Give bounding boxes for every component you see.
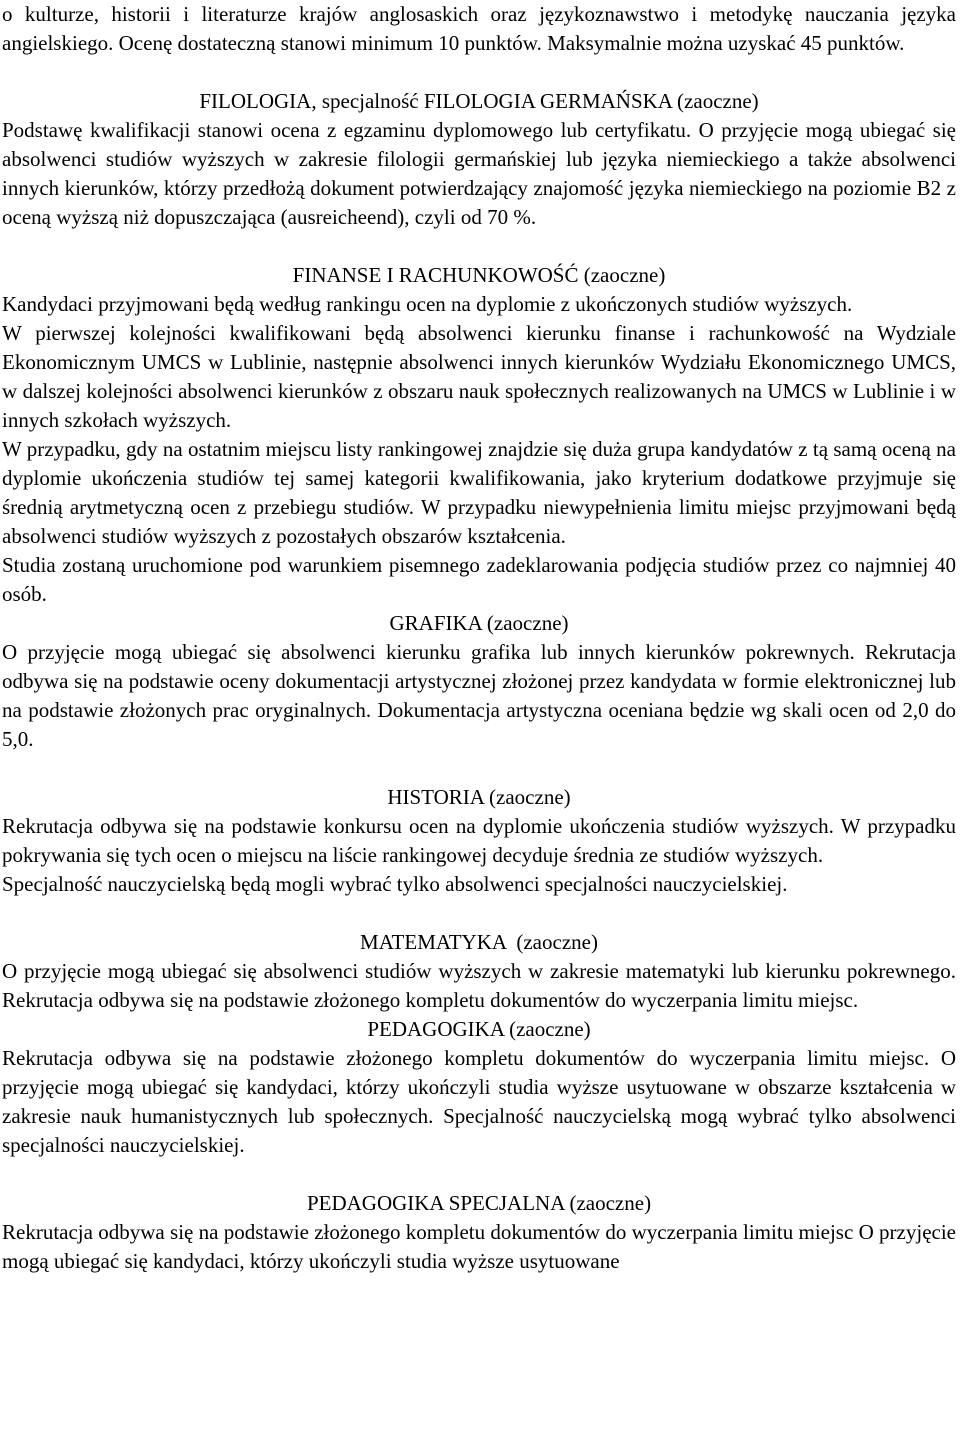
- pedagogika-specjalna-paragraph: Rekrutacja odbywa się na podstawie złożonego kompletu dokumentów do wyczerpania limitu miejsc O przyjęcie mogą ubiegać się kandydaci, którzy ukończyli studia wyższe usytuowane: [2, 1220, 956, 1273]
- section-heading-matematyka: MATEMATYKA (zaoczne): [360, 930, 598, 954]
- section-finanse: [2, 261, 956, 609]
- section-spacer: [2, 899, 956, 928]
- section-filologia: [2, 87, 956, 232]
- section-heading-filologia: FILOLOGIA, specjalność FILOLOGIA GERMAŃSKA (zaoczne): [199, 89, 759, 113]
- section-matematyka: [2, 928, 956, 1015]
- finanse-paragraph-ranking: Kandydaci przyjmowani będą według rankingu ocen na dyplomie z ukończonych studiów wyższych.: [2, 292, 853, 316]
- section-historia: [2, 783, 956, 899]
- section-heading-finanse: FINANSE I RACHUNKOWOŚĆ (zaoczne): [292, 263, 666, 287]
- section-spacer: [2, 232, 956, 261]
- section-heading-pedagogika: PEDAGOGIKA (zaoczne): [367, 1017, 591, 1041]
- historia-paragraph-specjalnosc: Specjalność nauczycielską będą mogli wybrać tylko absolwenci specjalności nauczycielskiej.: [2, 872, 788, 896]
- section-spacer: [2, 1160, 956, 1189]
- section-spacer: [2, 58, 956, 87]
- filologia-paragraph: Podstawę kwalifikacji stanowi ocena z egzaminu dyplomowego lub certyfikatu. O przyjęcie mogą ubiegać się absolwenci studiów wyższych w zakresie filologii germańskiej lub języka niemieckiego a także absolwenci innych kierunków, którzy przedłożą dokument potwierdzający znajomość języka niemieckiego na poziomie B2 z oceną wyższą niż dopuszczająca (ausreicheend), czyli od 70 %.: [2, 118, 956, 229]
- section-grafika: [2, 609, 956, 754]
- finanse-paragraph-kolejnosc: W pierwszej kolejności kwalifikowani będą absolwenci kierunku finanse i rachunkowość na Wydziale Ekonomicznym UMCS w Lublinie, następnie absolwenci innych kierunków Wydziału Ekonomicznego UMCS, w dalszej kolejności absolwenci kierunków z obszaru nauk społecznych realizowanych na UMCS w Lublinie i w innych szkołach wyższych.: [2, 321, 956, 432]
- document-page: [2, 0, 956, 1276]
- matematyka-paragraph: O przyjęcie mogą ubiegać się absolwenci studiów wyższych w zakresie matematyki lub kierunku pokrewnego. Rekrutacja odbywa się na podstawie złożonego kompletu dokumentów do wyczerpania limitu miejsc.: [2, 959, 956, 1012]
- finanse-paragraph-uruchomienie: Studia zostaną uruchomione pod warunkiem pisemnego zadeklarowania podjęcia studiów przez co najmniej 40 osób.: [2, 553, 956, 606]
- pedagogika-paragraph: Rekrutacja odbywa się na podstawie złożonego kompletu dokumentów do wyczerpania limitu miejsc. O przyjęcie mogą ubiegać się kandydaci, którzy ukończyli studia wyższe usytuowane w obszarze kształcenia w zakresie nauk humanistycznych lub społecznych. Specjalność nauczycielską mogą wybrać tylko absolwenci specjalności nauczycielskiej.: [2, 1046, 956, 1157]
- section-heading-grafika: GRAFIKA (zaoczne): [389, 611, 569, 635]
- section-pedagogika: [2, 1015, 956, 1160]
- section-pedagogika-specjalna: [2, 1189, 956, 1276]
- section-spacer: [2, 754, 956, 783]
- grafika-paragraph: O przyjęcie mogą ubiegać się absolwenci kierunku grafika lub innych kierunków pokrewnych. Rekrutacja odbywa się na podstawie oceny dokumentacji artystycznej złożonej przez kandydata w formie elektronicznej lub na podstawie złożonych prac oryginalnych. Dokumentacja artystyczna oceniana będzie wg skali ocen od 2,0 do 5,0.: [2, 640, 956, 751]
- section-heading-historia: HISTORIA (zaoczne): [387, 785, 571, 809]
- finanse-paragraph-kryterium: W przypadku, gdy na ostatnim miejscu listy rankingowej znajdzie się duża grupa kandydatów z tą samą oceną na dyplomie ukończenia studiów tej samej kategorii kwalifikowania, jako kryterium dodatkowe przyjmuje się średnią arytmetyczną ocen z przebiegu studiów. W przypadku niewypełnienia limitu miejsc przyjmowani będą absolwenci studiów wyższych z pozostałych obszarów kształcenia.: [2, 437, 956, 548]
- historia-paragraph-rekrutacja: Rekrutacja odbywa się na podstawie konkursu ocen na dyplomie ukończenia studiów wyższych. W przypadku pokrywania się tych ocen o miejscu na liście rankingowej decyduje średnia ze studiów wyższych.: [2, 814, 956, 867]
- intro-paragraph: o kulturze, historii i literaturze krajów anglosaskich oraz językoznawstwo i metodykę nauczania języka angielskiego. Ocenę dostateczną stanowi minimum 10 punktów. Maksymalnie można uzyskać 45 punktów.: [2, 2, 956, 55]
- section-heading-pedagogika-specjalna: PEDAGOGIKA SPECJALNA (zaoczne): [306, 1191, 652, 1215]
